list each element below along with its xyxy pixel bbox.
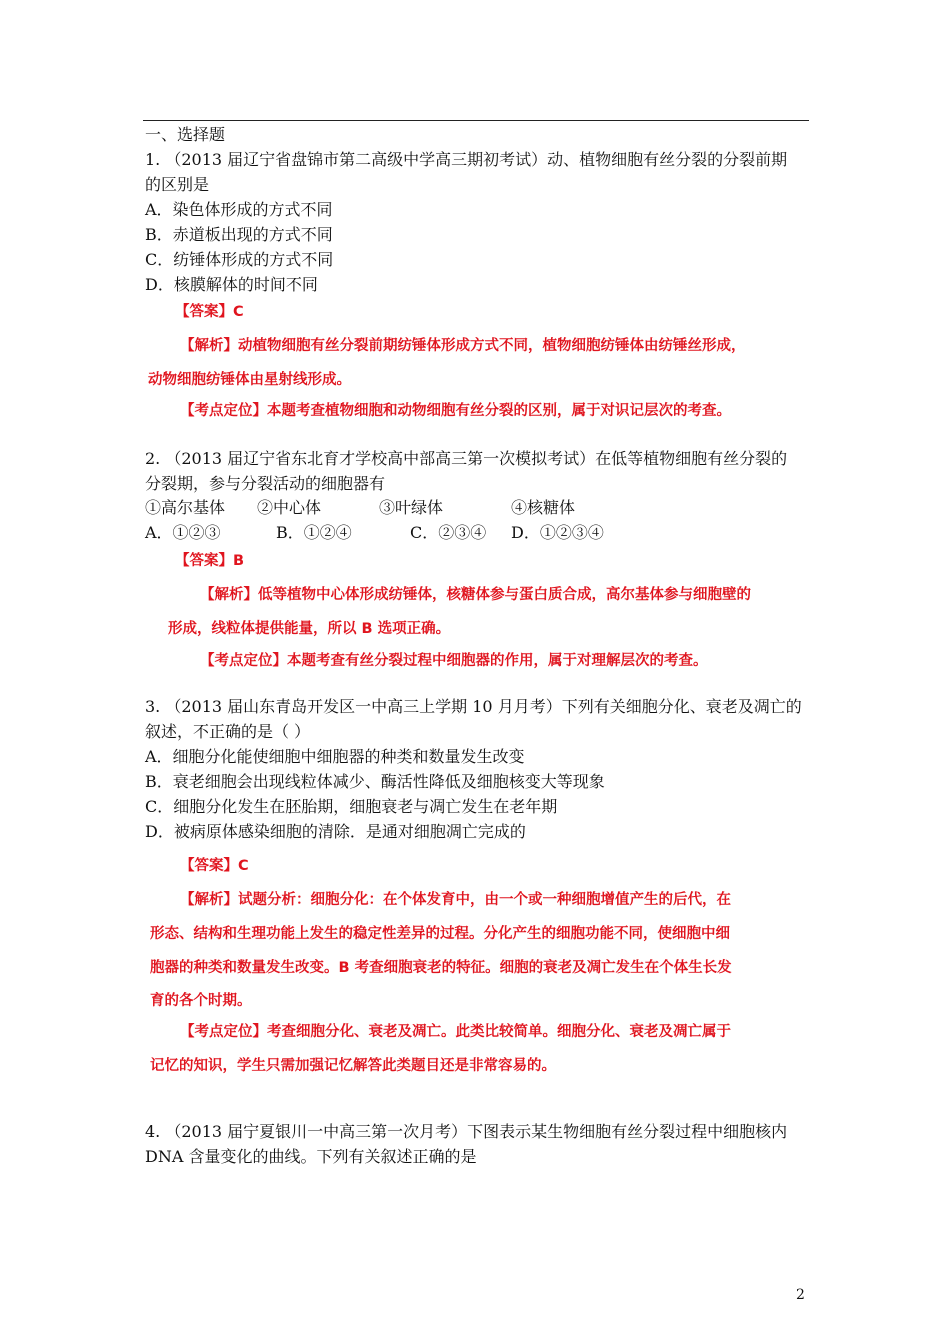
q2-option-c: C．②③④ (410, 523, 487, 542)
q3-point-line-1: 【考点定位】考查细胞分化、衰老及凋亡。此类比较简单。细胞分化、衰老及凋亡属于 (180, 1024, 731, 1040)
q3-point-line-2: 记忆的知识，学生只需加强记忆解答此类题目还是非常容易的。 (150, 1058, 556, 1074)
q2-answer: 【答案】B (175, 553, 245, 569)
q4-stem-line-2: DNA 含量变化的曲线。下列有关叙述正确的是 (145, 1147, 477, 1166)
q1-option-b: B．赤道板出现的方式不同 (145, 225, 333, 244)
q2-option-b: B．①②④ (276, 523, 352, 542)
q3-option-b: B．衰老细胞会出现线粒体减少、酶活性降低及细胞核变大等现象 (145, 772, 605, 791)
q1-option-d: D．核膜解体的时间不同 (145, 275, 318, 294)
q3-stem-line-1: 3. （2013 届山东青岛开发区一中高三上学期 10 月月考）下列有关细胞分化、衰老及凋亡的 (145, 697, 802, 716)
q2-item-3: ③叶绿体 (379, 498, 444, 517)
q2-stem-line-1: 2. （2013 届辽宁省东北育才学校高中部高三第一次模拟考试）在低等植物细胞有丝分裂的 (145, 449, 788, 468)
q3-analysis-line-3: 胞器的种类和数量发生改变。B 考查细胞衰老的特征。细胞的衰老及凋亡发生在个体生长发 (150, 960, 732, 976)
q2-options-row (145, 523, 604, 543)
page-number: 2 (796, 1287, 805, 1303)
q4-stem-line-1: 4. （2013 届宁夏银川一中高三第一次月考）下图表示某生物细胞有丝分裂过程中细胞核内 (145, 1122, 788, 1141)
q3-analysis-line-1: 【解析】试题分析：细胞分化：在个体发育中，由一个或一种细胞增值产生的后代，在 (180, 892, 731, 908)
q1-option-a: A．染色体形成的方式不同 (145, 200, 333, 219)
q3-answer: 【答案】C (180, 858, 249, 874)
q1-answer: 【答案】C (175, 304, 244, 320)
q2-item-2: ②中心体 (257, 498, 322, 517)
q3-option-a: A．细胞分化能使细胞中细胞器的种类和数量发生改变 (145, 747, 525, 766)
q2-stem-line-2: 分裂期，参与分裂活动的细胞器有 (145, 474, 386, 493)
section-title: 一、选择题 (145, 125, 226, 144)
q3-option-c: C．细胞分化发生在胚胎期，细胞衰老与凋亡发生在老年期 (145, 797, 558, 816)
q2-point: 【考点定位】本题考查有丝分裂过程中细胞器的作用，属于对理解层次的考查。 (200, 653, 708, 669)
q1-analysis-line-1: 【解析】动植物细胞有丝分裂前期纺锤体形成方式不同，植物细胞纺锤体由纺锤丝形成， (180, 338, 746, 354)
q3-option-d: D．被病原体感染细胞的清除．是通对细胞凋亡完成的 (145, 822, 526, 841)
q2-option-d: D．①②③④ (511, 523, 604, 542)
q2-analysis-line-1: 【解析】低等植物中心体形成纺锤体，核糖体参与蛋白质合成，高尔基体参与细胞壁的 (200, 587, 751, 603)
q3-stem-line-2: 叙述，不正确的是（ ） (145, 722, 311, 741)
q1-stem-line-2: 的区别是 (145, 175, 210, 194)
q1-option-c: C．纺锤体形成的方式不同 (145, 250, 334, 269)
q2-items-row (145, 498, 575, 518)
q3-analysis-line-2: 形态、结构和生理功能上发生的稳定性差异的过程。分化产生的细胞功能不同，使细胞中细 (150, 926, 730, 942)
q3-analysis-line-4: 育的各个时期。 (150, 993, 252, 1009)
header-rule (143, 120, 809, 121)
q2-item-1: ①高尔基体 (145, 498, 226, 517)
q2-item-4: ④核糖体 (511, 498, 576, 517)
q1-point: 【考点定位】本题考查植物细胞和动物细胞有丝分裂的区别，属于对识记层次的考查。 (180, 403, 731, 419)
q1-analysis-line-2: 动物细胞纺锤体由星射线形成。 (148, 372, 351, 388)
q2-option-a: A．①②③ (145, 523, 221, 542)
q1-stem-line-1: 1. （2013 届辽宁省盘锦市第二高级中学高三期初考试）动、植物细胞有丝分裂的分裂前期 (145, 150, 788, 169)
q2-analysis-line-2: 形成，线粒体提供能量，所以 B 选项正确。 (168, 621, 451, 637)
